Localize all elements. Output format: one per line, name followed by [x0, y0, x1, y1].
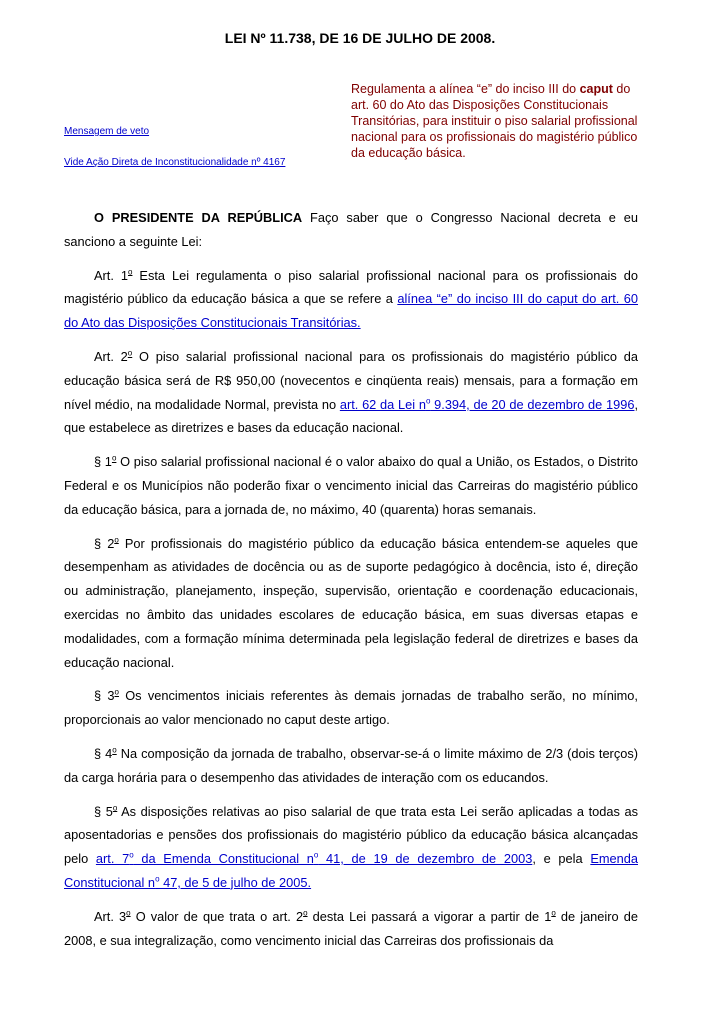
preamble-text: Faço saber que o Congresso Nacional decreta e eu sanciono a seguinte Lei:: [64, 210, 639, 249]
ordinal-mark: o: [127, 348, 133, 358]
ordinal-mark: o: [126, 908, 131, 918]
veto-message-link[interactable]: Mensagem de veto: [64, 126, 150, 137]
paragraph-text: Os vencimentos iniciais referentes às demais jornadas de trabalho serão, no mínimo, proporcionais ao valor mencionado no caput deste artigo.: [64, 688, 638, 728]
ordinal-mark: o: [425, 396, 431, 406]
paragraph-text: As disposições relativas ao piso salarial de que trata esta Lei serão aplicadas a todas as aposentadorias e pensões dos profissionais do magistério público da educação básica alcançadas pelo: [64, 803, 638, 867]
paragraph-number: § 4: [94, 745, 113, 761]
article-3: [64, 905, 638, 953]
paragraph-text: O piso salarial profissional nacional é o valor abaixo do qual a União, os Estados, o Distrito Federal e os Municípios não poderão fixar o vencimento inicial das Carreiras do magistério público da educação básica, para a jornada de, no máximo, 40 (quarenta) horas semanais.: [64, 454, 638, 517]
article-text: O piso salarial profissional nacional para os profissionais do magistério público da educação básica será de R$ 950,00 (novecentos e cinqüenta reais) mensais, para a formação em nível médio, na modalidade Normal, prevista no: [64, 348, 638, 412]
article-text: de janeiro de 2008, e sua integralização, como vencimento inicial das Carreiras dos profissionais da: [64, 908, 638, 948]
paragraph-text: Na composição da jornada de trabalho, observar-se-á o limite máximo de 2/3 (dois terços) da carga horária para o desempenho das atividades de interação com os educandos.: [64, 745, 638, 785]
adct-art60-link[interactable]: alínea “e” do inciso III do caput do art. 60 do Ato das Disposições Constitucionais Transitórias.: [64, 291, 639, 331]
ementa-text: Regulamenta a alínea “e” do inciso III do: [351, 82, 580, 96]
paragraph-number: § 5: [94, 803, 113, 819]
link-text: 41, de 19 de dezembro de 2003: [318, 851, 533, 867]
ementa: [351, 81, 651, 161]
ordinal-mark: o: [128, 267, 133, 277]
article-number: Art. 2: [94, 348, 128, 364]
law-title: LEI Nº 11.738, DE 16 DE JULHO DE 2008.: [224, 30, 496, 46]
article-text: , que estabelece as diretrizes e bases da educação nacional.: [64, 396, 639, 436]
ordinal-mark: o: [112, 803, 118, 813]
link-text: art. 7: [95, 851, 130, 867]
article-text: desta Lei passará a vigorar a partir de 1: [307, 908, 552, 924]
ementa-caput: caput: [579, 82, 613, 96]
paragraph-number: § 2: [94, 535, 115, 551]
lei-9394-link[interactable]: [340, 397, 635, 412]
ordinal-mark: o: [551, 908, 556, 918]
ordinal-mark: o: [111, 453, 117, 463]
article-2: [64, 345, 638, 440]
paragraph-5: [64, 800, 638, 895]
link-text: art. 62 da Lei n: [339, 396, 426, 412]
article-text: O valor de que trata o art. 2: [130, 908, 304, 924]
paragraph-number: § 1: [94, 454, 112, 470]
ordinal-mark: o: [155, 874, 160, 884]
ordinal-mark: o: [313, 850, 319, 860]
ec-41-link[interactable]: [96, 851, 532, 866]
paragraph-2: [64, 532, 638, 675]
paragraph-text: Por profissionais do magistério público da educação básica entendem-se aqueles que desempenham as atividades de docência ou as de suporte pedagógico à docência, isto é, direção ou administração, planejamento, inspeção, supervisão, orientação e coordenação educacionais, exercidas no âmbito das unidades escolares de educação básica, em suas diversas etapas e modalidades, com a formação mínima determinada pela legislação federal de diretrizes e bases da educação nacional.: [64, 535, 638, 670]
paragraph-3: [64, 684, 638, 732]
paragraph-text: , e pela: [532, 851, 591, 867]
link-text: Emenda Constitucional n: [64, 851, 638, 890]
link-text: da Emenda Constitucional n: [133, 851, 314, 867]
ementa-text-2: do art. 60 do Ato das Disposições Constitucionais Transitórias, para instituir o piso salarial profissional nacional para os profissionais do magistério público da educação básica.: [351, 82, 638, 160]
paragraph-4: [64, 742, 638, 790]
ordinal-mark: o: [114, 535, 119, 545]
article-text: Esta Lei regulamenta o piso salarial profissional nacional para os profissionais do magistério público da educação básica a que se refere a: [64, 267, 638, 307]
article-number: Art. 3: [94, 908, 127, 924]
link-text: 9.394, de 20 de dezembro de 1996: [430, 396, 635, 412]
adi-reference-link[interactable]: Vide Ação Direta de Inconstitucionalidade nº 4167: [64, 157, 286, 168]
ordinal-mark: o: [129, 850, 134, 860]
article-number: Art. 1: [94, 267, 128, 283]
ordinal-mark: o: [114, 688, 119, 698]
preamble: [64, 206, 638, 254]
ordinal-mark: o: [112, 745, 117, 755]
paragraph-number: § 3: [94, 688, 115, 704]
preamble-president: O PRESIDENTE DA REPÚBLICA: [94, 210, 303, 225]
article-1: [64, 264, 638, 335]
law-body: [64, 206, 638, 962]
ordinal-mark: o: [303, 908, 308, 918]
paragraph-1: [64, 450, 638, 521]
link-text: 47, de 5 de julho de 2005.: [159, 874, 312, 890]
